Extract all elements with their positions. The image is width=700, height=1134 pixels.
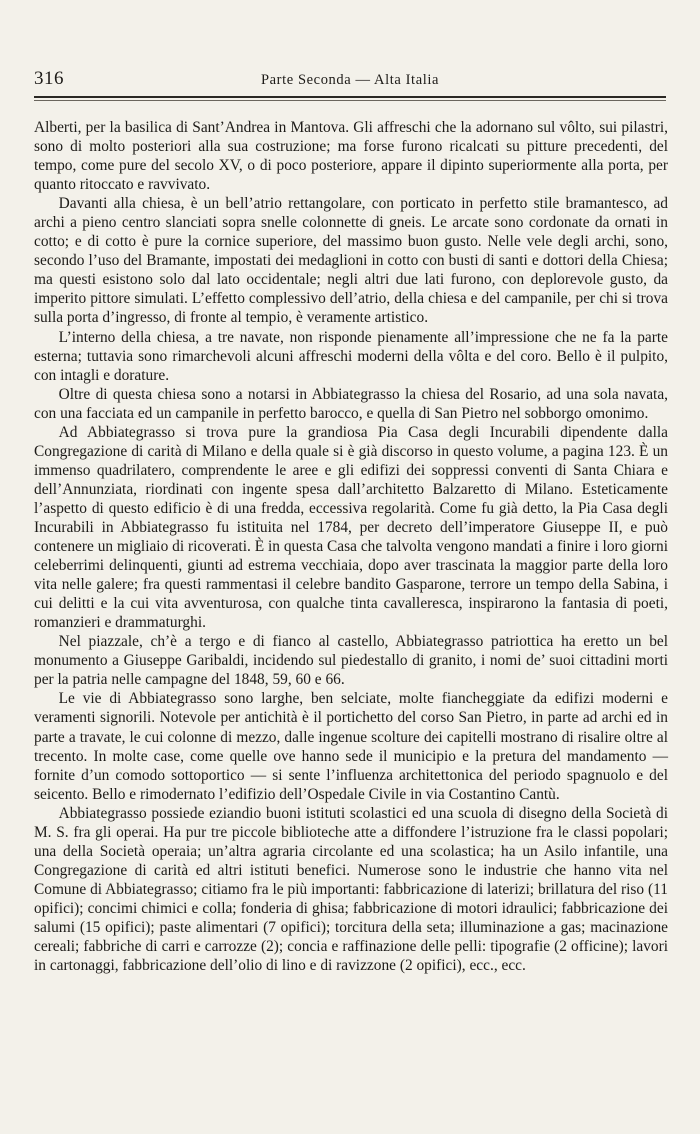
page-number: 316 [34,68,64,89]
paragraph: Abbiategrasso possiede eziandio buoni istituti scolastici ed una scuola di disegno della Società di M. S. fra gli operai. Ha pur tre piccole biblioteche atte a diffondere l’istruzione fra le classi popolari; una della Società operaia; un’altra agraria circolante ed una scolastica; ha un Asilo infantile, una Congregazione di carità ed altri istituti benefici. Numerose sono le industrie che hanno vita nel Comune di Abbiategrasso; citiamo fra le più importanti: fabbricazione di laterizi; brillatura del riso (11 opifici); concimi chimici e colla; fonderia di ghisa; fabbricazione di motori idraulici; fabbricazione dei salumi (15 opifici); paste alimentari (7 opifici); torcitura della seta; illuminazione a gas; macinazione cereali; fabbriche di carri e carrozze (2); concia e raffinazione delle pelli: tipografie (2 officine); lavori in cartonaggi, fabbricazione dell’olio di lino e di ravizzone (2 opifici), ecc., ecc. [34,804,668,975]
paragraph: Nel piazzale, ch’è a tergo e di fianco al castello, Abbiategrasso patriottica ha eretto un bel monumento a Giuseppe Garibaldi, incidendo sul piedestallo di granito, i nomi de’ suoi cittadini morti per la patria nelle campagne del 1848, 59, 60 e 66. [34,633,668,689]
header-rule-thin [34,100,666,101]
paragraph: Ad Abbiategrasso si trova pure la grandiosa Pia Casa degli Incurabili dipendente dalla Congregazione di carità di Milano e della quale si è già discorso in questo volume, a pagina 123. È un immenso quadrilatero, comprendente le aree e gli edifizi dei soppressi conventi di Santa Chiara e dell’Annunziata, riordinati con ingente spesa dall’architetto Balzaretto di Milano. Esteticamente l’aspetto di questo edificio è di una fredda, eccessiva regolarità. Come fu già detto, la Pia Casa degli Incurabili in Abbiategrasso fu istituita nel 1784, per decreto dell’imperatore Giuseppe II, e può contenere un migliaio di ricoverati. È in questa Casa che talvolta vengono mandati a finire i loro giorni celeberrimi delinquenti, giunti ad estrema vecchiaia, dopo aver trascinata la maggior parte della loro vita nelle galere; fra questi rammentasi il celebre bandito Gasparone, terrore un tempo della Sabina, i cui delitti e la cui vita avventurosa, con qualche tinta cavalleresca, inspirarono la fantasia di poeti, romanzieri e drammaturghi. [34,423,668,632]
paragraph: Oltre di questa chiesa sono a notarsi in Abbiategrasso la chiesa del Rosario, ad una sola navata, con una facciata ed un campanile in perfetto barocco, e quella di San Pietro nel sobborgo omonimo. [34,385,668,422]
paragraph: Davanti alla chiesa, è un bell’atrio rettangolare, con porticato in perfetto stile bramantesco, ad archi a pieno centro slanciati sopra snelle colonnette di gneis. Le arcate sono cordonate da ornati in cotto; e di cotto è pure la cornice superiore, del massimo buon gusto. Nelle vele degli archi, sono, secondo l’uso del Bramante, impostati dei medaglioni in cotto con busti di santi e dottori della Chiesa; ma questi esistono solo dal lato occidentale; negli altri due lati furono, con deplorevole gusto, da imperito pittore simulati. L’effetto complessivo dell’atrio, della chiesa e del campanile, per chi si trova sulla porta d’ingresso, di fronte al tempio, è veramente artistico. [34,195,668,327]
paragraph: Le vie di Abbiategrasso sono larghe, ben selciate, molte fiancheggiate da edifizi moderni e veramenti signorili. Notevole per antichità è il portichetto del corso San Pietro, in parte ad archi ed in parte a travate, le cui colonne di mezzo, dalle ingenue scolture dei capitelli mostrano di risalire oltre al trecento. In molte case, come quelle ove hanno sede il municipio e la pretura del mandamento — fornite d’un comodo sottoportico — si sente l’influenza architettonica del periodo spagnuolo e del seicento. Bello e rimodernato l’edifizio dell’Ospedale Civile in via Costantino Cantù. [34,690,668,803]
running-head: Parte Seconda — Alta Italia [260,72,440,88]
body-text [34,118,668,975]
header-rule [34,96,666,98]
paragraph: Alberti, per la basilica di Sant’Andrea in Mantova. Gli affreschi che la adornano sul vôlto, sui pilastri, sono di molto posteriori alla sua costruzione; ma forse furono ricalcati su pitture precedenti, del tempo, come pure del secolo XV, o di poco posteriore, appare il dipinto superiormente alla porta, per quanto ritoccato e ravvivato. [34,119,668,194]
page-header [34,68,666,90]
paragraph: L’interno della chiesa, a tre navate, non risponde pienamente all’impressione che ne fa la parte esterna; tuttavia sono rimarchevoli alcuni affreschi moderni della vôlta e del coro. Bello è il pulpito, con intagli e dorature. [34,328,668,384]
